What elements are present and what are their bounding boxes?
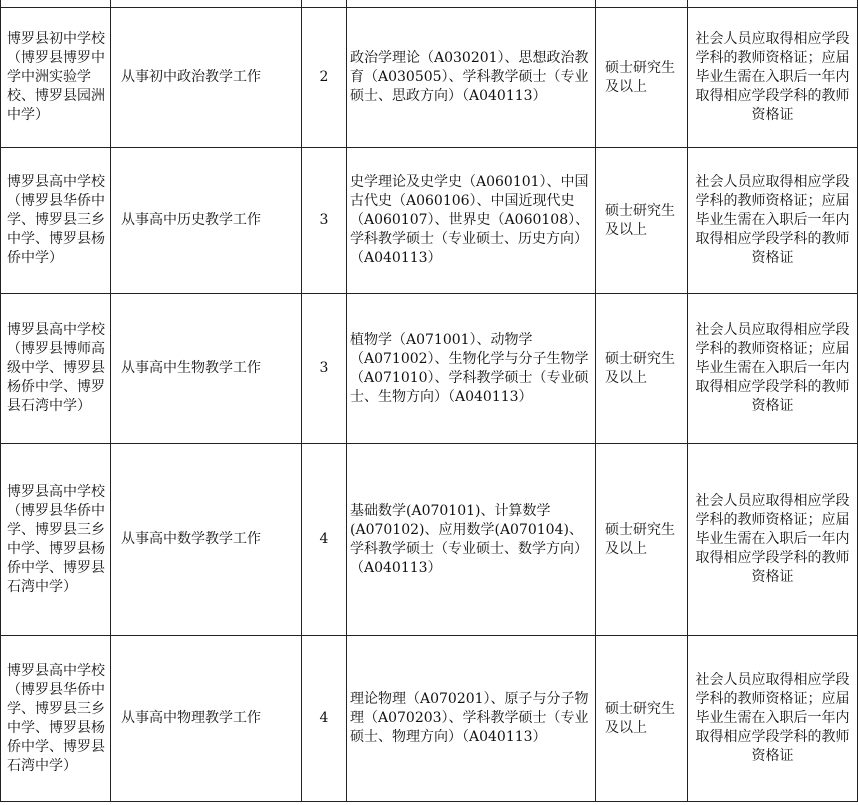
count-cell: 2 bbox=[302, 8, 347, 148]
position-cell: 从事初中政治教学工作 bbox=[111, 8, 302, 148]
remark-cell: 社会人员应取得相应学段学科的教师资格证；应届毕业生需在入职后一年内取得相应学段学科的教师资格证 bbox=[688, 294, 858, 444]
major-cell: 植物学（A071001）、动物学（A071002）、生物化学与分子生物学（A071010）、学科教学硕士（专业硕士、生物方向）（A040113） bbox=[347, 294, 596, 444]
table-row bbox=[1, 8, 858, 148]
education-cell: 硕士研究生及以上 bbox=[596, 294, 688, 444]
major-cell: 基础数学(A070101)、计算数学(A070102)、应用数学(A070104)、学科教学硕士（专业硕士、数学方向）（A040113） bbox=[347, 444, 596, 636]
remark-cell: 社会人员应取得相应学段学科的教师资格证；应届毕业生需在入职后一年内取得相应学段学科的教师资格证 bbox=[688, 636, 858, 802]
table-row bbox=[1, 148, 858, 294]
position-cell: 从事高中生物教学工作 bbox=[111, 294, 302, 444]
education-cell: 硕士研究生及以上 bbox=[596, 148, 688, 294]
remark-cell: 社会人员应取得相应学段学科的教师资格证；应届毕业生需在入职后一年内取得相应学段学科的教师资格证 bbox=[688, 8, 858, 148]
remark-cell: 社会人员应取得相应学段学科的教师资格证；应届毕业生需在入职后一年内取得相应学段学科的教师资格证 bbox=[688, 148, 858, 294]
table-row bbox=[1, 294, 858, 444]
employer-cell: 博罗县高中学校（博罗县博师高级中学、博罗县杨侨中学、博罗县石湾中学） bbox=[1, 294, 111, 444]
employer-cell: 博罗县高中学校（博罗县华侨中学、博罗县三乡中学、博罗县杨侨中学、博罗县石湾中学） bbox=[1, 636, 111, 802]
major-cell: 政治学理论（A030201）、思想政治教育（A030505）、学科教学硕士（专业硕士、思政方向）（A040113） bbox=[347, 8, 596, 148]
position-cell: 从事高中数学教学工作 bbox=[111, 444, 302, 636]
table-row bbox=[1, 444, 858, 636]
education-cell: 硕士研究生及以上 bbox=[596, 636, 688, 802]
table-top-strip bbox=[1, 0, 858, 8]
table-row bbox=[1, 636, 858, 802]
education-cell: 硕士研究生及以上 bbox=[596, 8, 688, 148]
count-cell: 3 bbox=[302, 148, 347, 294]
employer-cell: 博罗县高中学校（博罗县华侨中学、博罗县三乡中学、博罗县杨侨中学） bbox=[1, 148, 111, 294]
count-cell: 4 bbox=[302, 636, 347, 802]
remark-cell: 社会人员应取得相应学段学科的教师资格证；应届毕业生需在入职后一年内取得相应学段学科的教师资格证 bbox=[688, 444, 858, 636]
count-cell: 4 bbox=[302, 444, 347, 636]
employer-cell: 博罗县初中学校（博罗县博罗中学中洲实验学校、博罗县园洲中学） bbox=[1, 8, 111, 148]
position-cell: 从事高中历史教学工作 bbox=[111, 148, 302, 294]
education-cell: 硕士研究生及以上 bbox=[596, 444, 688, 636]
major-cell: 理论物理（A070201）、原子与分子物理（A070203）、学科教学硕士（专业硕士、物理方向）（A040113） bbox=[347, 636, 596, 802]
major-cell: 史学理论及史学史（A060101）、中国古代史（A060106）、中国近现代史（A060107）、世界史（A060108）、学科教学硕士（专业硕士、历史方向）（A040113） bbox=[347, 148, 596, 294]
employer-cell: 博罗县高中学校（博罗县华侨中学、博罗县三乡中学、博罗县杨侨中学、博罗县石湾中学） bbox=[1, 444, 111, 636]
count-cell: 3 bbox=[302, 294, 347, 444]
position-cell: 从事高中物理教学工作 bbox=[111, 636, 302, 802]
